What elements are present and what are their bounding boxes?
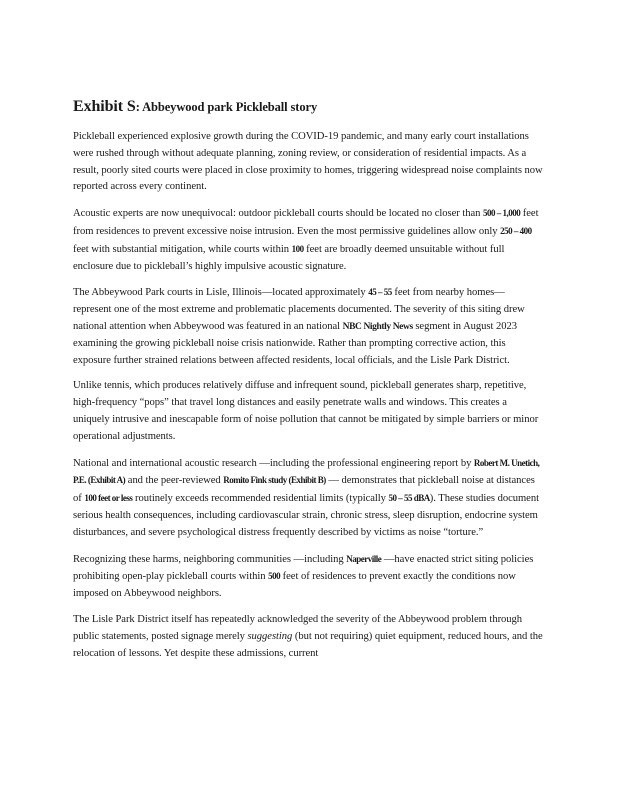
paragraph-text: National and international acoustic research —including the professional engineering report by bbox=[73, 457, 474, 469]
emphasis-suggesting: suggesting bbox=[247, 630, 293, 642]
exhibit-heading bbox=[73, 98, 543, 116]
paragraph-text: — demonstrates that pickleball noise at distances of bbox=[73, 475, 535, 505]
exhibit-a-reference: Robert M. Unetich, P.E. (Exhibit A) bbox=[73, 457, 540, 486]
paragraph-park-district bbox=[73, 612, 543, 662]
document-body bbox=[73, 98, 543, 671]
paragraph-text: The Abbeywood Park courts in Lisle, Illinois—located approximately bbox=[73, 287, 369, 299]
paragraph-text: The Lisle Park District itself has repeatedly acknowledged the severity of the Abbeywood problem through public statements, posted signage merely bbox=[73, 613, 523, 642]
paragraph-text: Pickleball experienced explosive growth during the COVID-19 pandemic, and many early court installations were rushed through without adequate planning, zoning review, or consideration of residential impacts. As a result, poorly sited courts were placed in close proximity to homes, triggering widespread noise complaints now reported across every continent. bbox=[73, 131, 543, 193]
paragraph-text: and the peer-reviewed bbox=[125, 475, 224, 487]
paragraph-text: segment in August 2023 examining the growing pickleball noise crisis nationwide. Rather than prompting corrective action, this exposure further strained relations between affected residents, local officials, and the Lisle Park District. bbox=[73, 320, 517, 366]
exhibit-b-reference: Romito Fink study (Exhibit B) bbox=[223, 475, 326, 486]
paragraph-text: ). These studies document serious health consequences, including cardiovascular strain, chronic stress, sleep disruption, endocrine system disturbances, and severe psychological distress frequently described by victims as noise “torture.” bbox=[73, 493, 539, 538]
exhibit-label: Exhibit S bbox=[73, 98, 136, 115]
paragraph-text: routinely exceeds recommended residential limits (typically bbox=[132, 493, 389, 505]
paragraph-text: feet are broadly deemed unsuitable without full enclosure due to pickleball’s highly impulsive acoustic signature. bbox=[73, 243, 505, 272]
paragraph-acoustic-research bbox=[73, 455, 543, 542]
paragraph-text: Recognizing these harms, neighboring communities —including bbox=[73, 553, 347, 565]
distance-range-recommended: 500 – 1,000 bbox=[482, 208, 521, 219]
paragraph-tennis-comparison bbox=[73, 378, 543, 445]
distance-policy: 500 bbox=[268, 571, 281, 582]
nbc-nightly-news-reference: NBC Nightly News bbox=[342, 321, 413, 332]
paragraph-text: Acoustic experts are now unequivocal: outdoor pickleball courts should be located no closer than bbox=[73, 208, 483, 220]
paragraph-covid-growth bbox=[73, 129, 543, 196]
distance-range-permissive: 250 – 400 bbox=[500, 225, 532, 236]
paragraph-text: feet of residences to prevent exactly the conditions now imposed on Abbeywood neighbors. bbox=[73, 571, 516, 600]
town-naperville: Naperville bbox=[346, 553, 382, 564]
paragraph-text: Unlike tennis, which produces relatively diffuse and infrequent sound, pickleball generates sharp, repetitive, high-frequency “pops” that travel long distances and easily penetrate walls and windows. This creates a uniquely intrusive and inescapable form of noise pollution that cannot be mitigated by simple barriers or minor operational adjustments. bbox=[73, 380, 539, 442]
paragraph-text: —have enacted strict siting policies prohibiting open-play pickleball courts within bbox=[73, 553, 534, 583]
paragraph-abbeywood-siting bbox=[73, 284, 543, 369]
paragraph-acoustic-guidelines bbox=[73, 205, 543, 275]
distance-to-homes: 45 – 55 bbox=[368, 287, 392, 298]
distance-threshold: 100 feet or less bbox=[84, 493, 133, 504]
paragraph-text: feet from residences to prevent excessive noise intrusion. Even the most permissive guidelines allow only bbox=[73, 208, 539, 237]
paragraph-text: feet with substantial mitigation, while courts within bbox=[73, 243, 292, 255]
dba-limit: 50 – 55 dBA bbox=[388, 493, 430, 504]
paragraph-text: feet from nearby homes—represent one of the most extreme and problematic placements documented. The severity of this siting drew national attention when Abbeywood was featured in an national bbox=[73, 287, 525, 332]
paragraph-neighboring-policies bbox=[73, 551, 543, 603]
distance-unsuitable: 100 bbox=[291, 243, 304, 254]
paragraph-text: (but not requiring) quiet equipment, reduced hours, and the relocation of lessons. Yet despite these admissions, current bbox=[73, 630, 543, 659]
exhibit-subtitle: : Abbeywood park Pickleball story bbox=[135, 100, 318, 114]
